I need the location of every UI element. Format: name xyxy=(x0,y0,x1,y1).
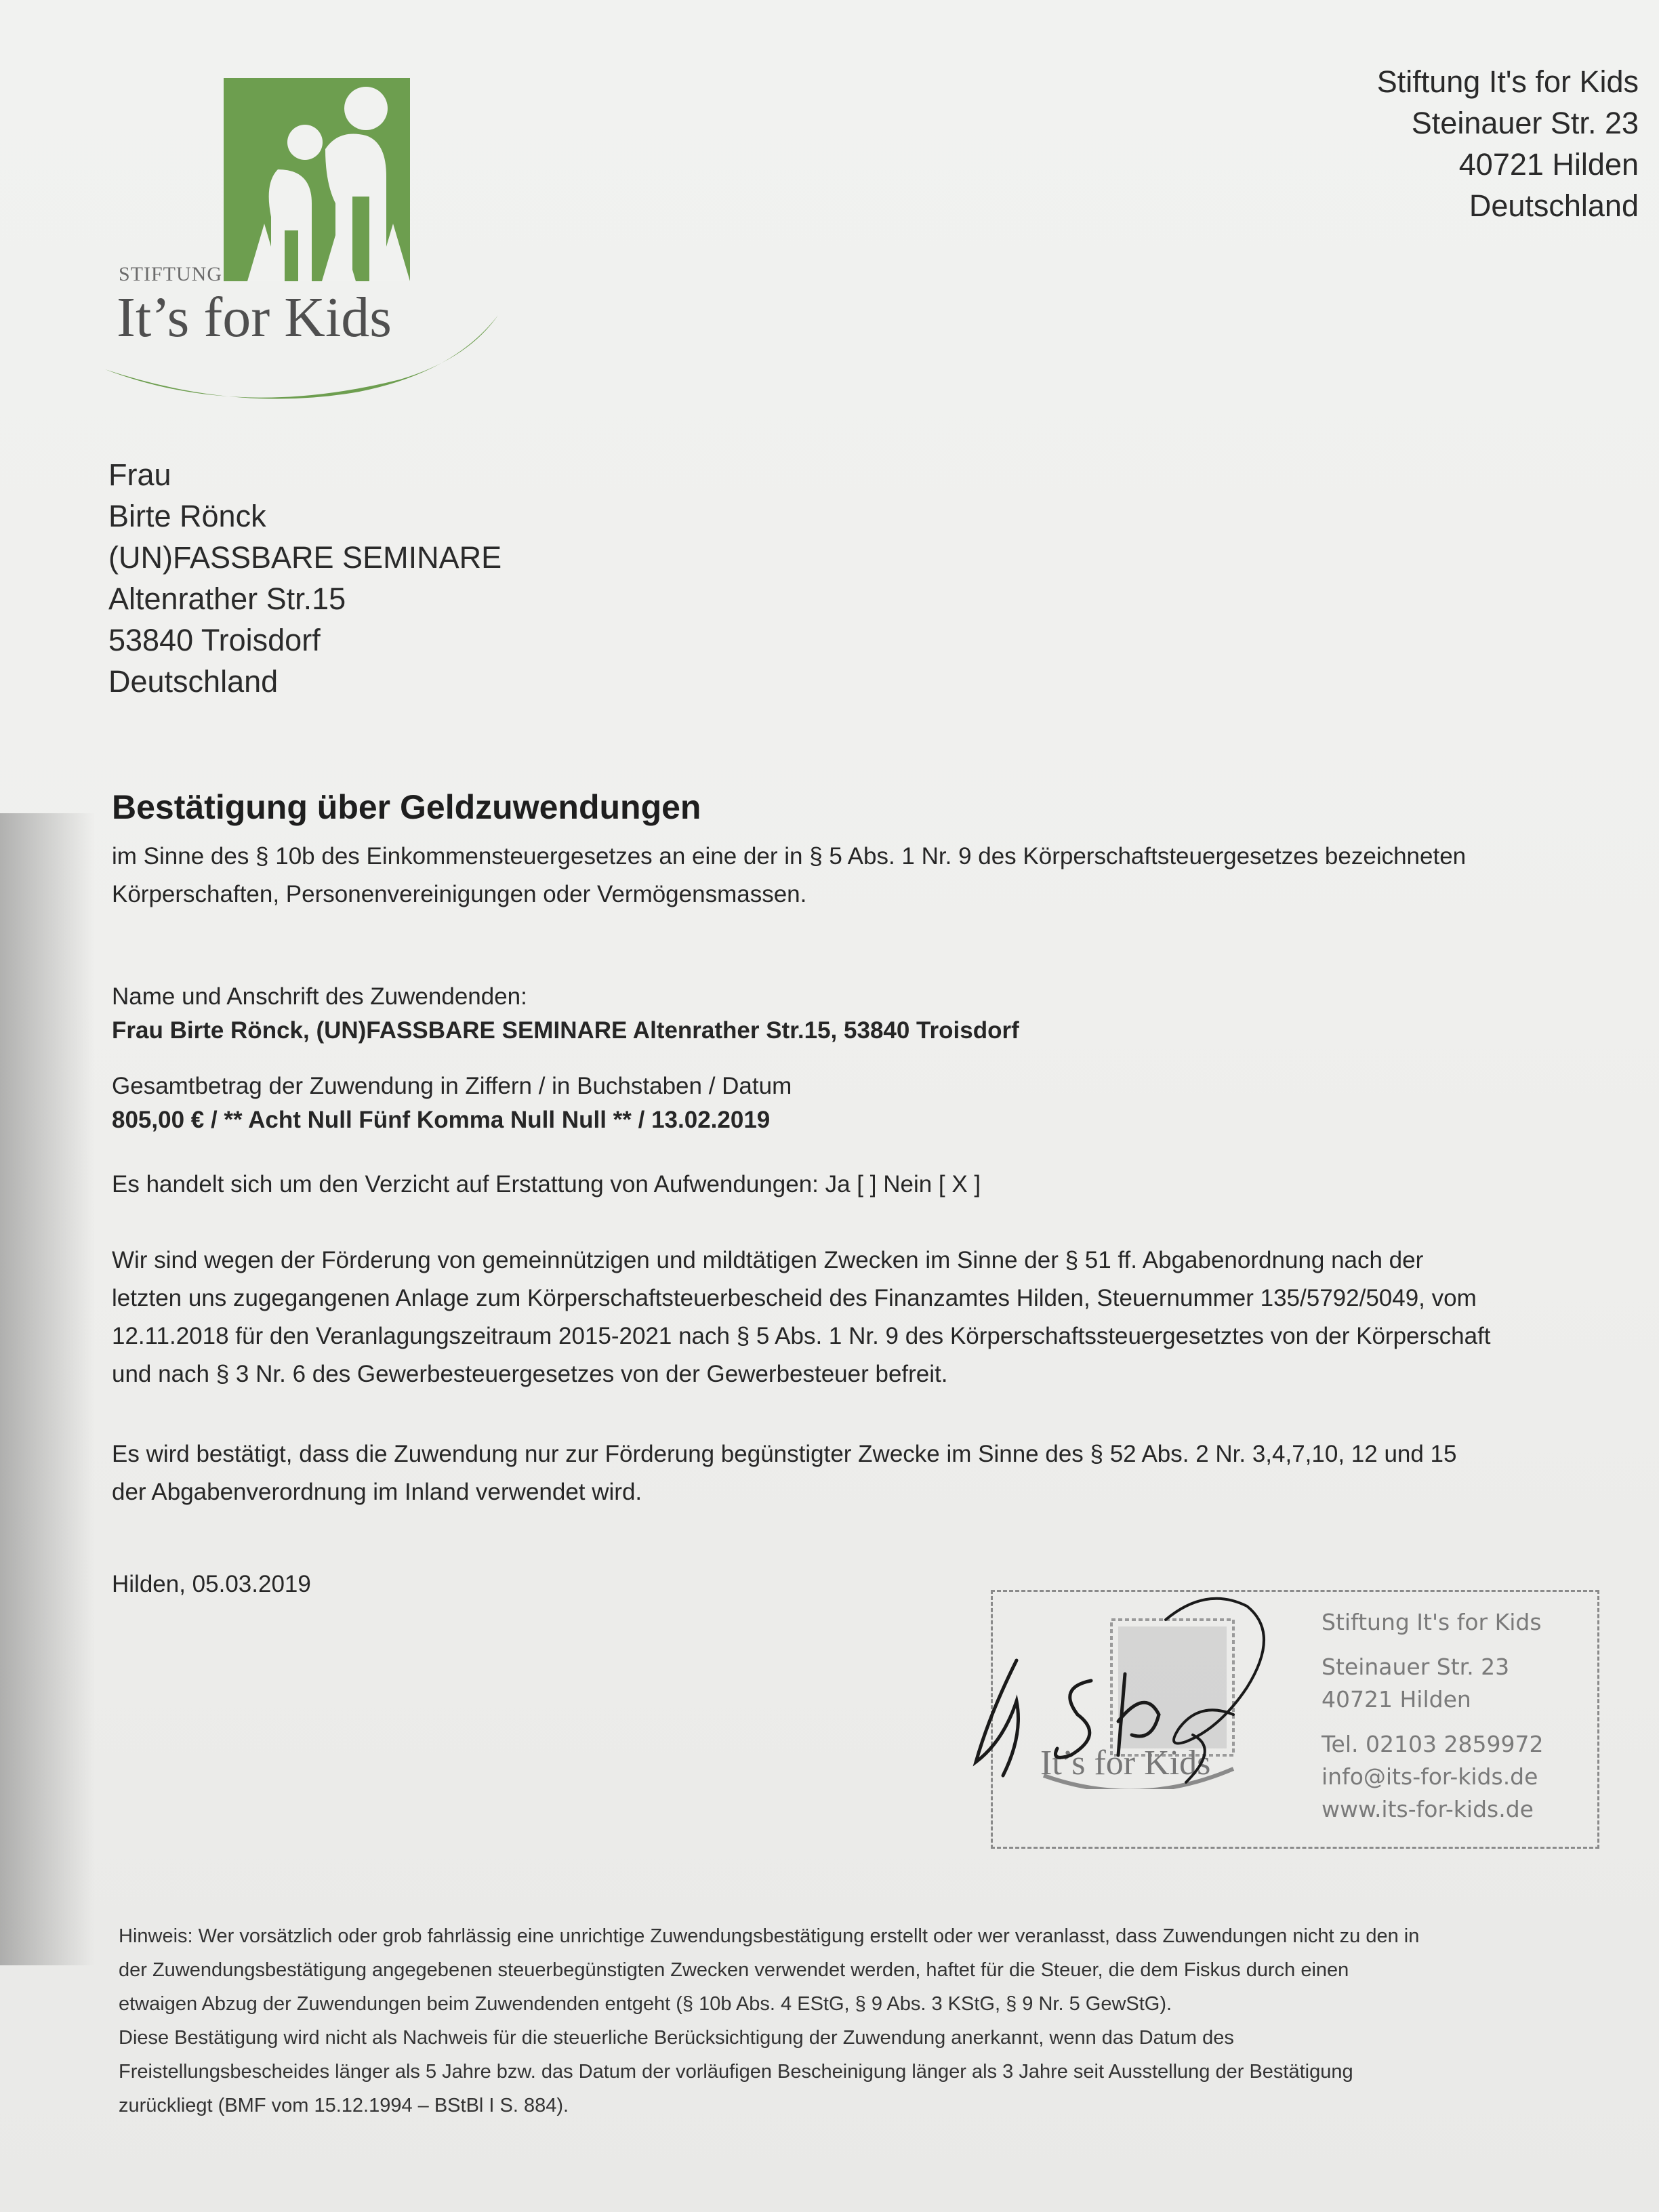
document-title: Bestätigung über Geldzuwendungen xyxy=(112,788,701,826)
sender-address xyxy=(1377,61,1639,226)
waiver-text: Es handelt sich um den Verzicht auf Erstattung von Aufwendungen: Ja [ ] Nein [ X ] xyxy=(112,1171,981,1197)
confirmation-line: Es wird bestätigt, dass die Zuwendung nur zur Förderung begünstigter Zwecke im Sinne des § 52 Abs. 2 Nr. 3,4,7,10, 12 und 15 xyxy=(112,1441,1457,1467)
intro-line: Körperschaften, Personenvereinigungen oder Vermögensmassen. xyxy=(112,881,807,907)
stamp-line: Tel. 02103 2859972 xyxy=(1322,1731,1544,1757)
signature-icon xyxy=(962,1579,1315,1803)
stamp-line: www.its-for-kids.de xyxy=(1322,1796,1534,1822)
recipient-address xyxy=(108,454,501,702)
stamp-line: Steinauer Str. 23 xyxy=(1322,1654,1510,1680)
sender-line: 40721 Hilden xyxy=(1458,147,1639,182)
recipient-line: Birte Rönck xyxy=(108,499,266,533)
stamp-logo-name: It’s for Kids xyxy=(1040,1744,1211,1782)
confirmation-line: der Abgabenverordnung im Inland verwendet wird. xyxy=(112,1479,642,1505)
exemption-paragraph xyxy=(112,1242,1643,1393)
exemption-line: Wir sind wegen der Förderung von gemeinnützigen und mildtätigen Zwecken im Sinne der § 51 ff. Abgabenordnung nach der xyxy=(112,1247,1424,1273)
amount-label: Gesamtbetrag der Zuwendung in Ziffern / in Buchstaben / Datum xyxy=(112,1073,792,1099)
amount-section xyxy=(112,1069,1643,1137)
foundation-logo xyxy=(102,68,508,420)
recipient-line: Deutschland xyxy=(108,664,279,699)
confirmation-paragraph xyxy=(112,1435,1643,1511)
notice-line: Diese Bestätigung wird nicht als Nachweis für die steuerliche Berücksichtigung der Zuwendung anerkannt, wenn das Datum des xyxy=(119,2027,1234,2049)
stamp-line: info@its-for-kids.de xyxy=(1322,1763,1538,1790)
donor-label: Name und Anschrift des Zuwendenden: xyxy=(112,983,527,1010)
place-date-text: Hilden, 05.03.2019 xyxy=(112,1571,311,1597)
recipient-line: 53840 Troisdorf xyxy=(108,623,321,657)
logo-name-text: It’s for Kids xyxy=(117,286,392,349)
donor-value: Frau Birte Rönck, (UN)FASSBARE SEMINARE Altenrather Str.15, 53840 Troisdorf xyxy=(112,1017,1019,1044)
exemption-line: und nach § 3 Nr. 6 des Gewerbesteuergesetzes von der Gewerbesteuer befreit. xyxy=(112,1361,948,1387)
page-shadow xyxy=(0,813,95,1965)
notice-line: der Zuwendungsbestätigung angegebenen steuerbegünstigten Zwecken verwendet werden, haftet für die Steuer, die dem Fiskus durch einen xyxy=(119,1959,1349,1981)
logo-graphic-icon xyxy=(102,68,508,420)
stamp-line: Stiftung It's for Kids xyxy=(1322,1609,1542,1635)
exemption-line: letzten uns zugegangenen Anlage zum Körperschaftsteuerbescheid des Finanzamtes Hilden, Steuernummer 135/5792/5049, vom xyxy=(112,1285,1477,1311)
stamp-text-block xyxy=(1322,1606,1543,1826)
logo-stiftung-text: STIFTUNG xyxy=(119,263,223,285)
sender-line: Steinauer Str. 23 xyxy=(1411,106,1639,140)
amount-value: 805,00 € / ** Acht Null Fünf Komma Null Null ** / 13.02.2019 xyxy=(112,1107,771,1133)
waiver-statement xyxy=(112,1166,1643,1204)
intro-line: im Sinne des § 10b des Einkommensteuergesetzes an eine der in § 5 Abs. 1 Nr. 9 des Körperschaftsteuergesetzes bezeichneten xyxy=(112,843,1467,869)
recipient-line: Frau xyxy=(108,457,171,492)
notice-line: Hinweis: Wer vorsätzlich oder grob fahrlässig eine unrichtige Zuwendungsbestätigung erstellt oder wer veranlasst, dass Zuwendungen nicht zu den in xyxy=(119,1925,1420,1947)
notice-line: zurückliegt (BMF vom 15.12.1994 – BStBl I S. 884). xyxy=(119,2095,569,2116)
stamp-line: 40721 Hilden xyxy=(1322,1686,1471,1713)
notice-line: Freistellungsbescheides länger als 5 Jahre bzw. das Datum der vorläufigen Bescheinigung länger als 3 Jahre seit Ausstellung der Bestätigung xyxy=(119,2061,1353,2083)
legal-notice xyxy=(119,1919,1637,2123)
recipient-line: Altenrather Str.15 xyxy=(108,581,346,616)
notice-line: etwaigen Abzug der Zuwendungen beim Zuwendenden entgeht (§ 10b Abs. 4 EStG, § 9 Abs. 3 KStG, § 9 Nr. 5 GewStG). xyxy=(119,1993,1172,2015)
intro-paragraph xyxy=(112,838,1643,914)
sender-line: Stiftung It's for Kids xyxy=(1376,64,1639,99)
sender-line: Deutschland xyxy=(1469,188,1639,223)
exemption-line: 12.11.2018 für den Veranlagungszeitraum 2015-2021 nach § 5 Abs. 1 Nr. 9 des Körperschaftssteuergesetztes von der Körperschaft xyxy=(112,1323,1491,1349)
donor-section xyxy=(112,980,1643,1048)
recipient-line: (UN)FASSBARE SEMINARE xyxy=(108,540,502,575)
